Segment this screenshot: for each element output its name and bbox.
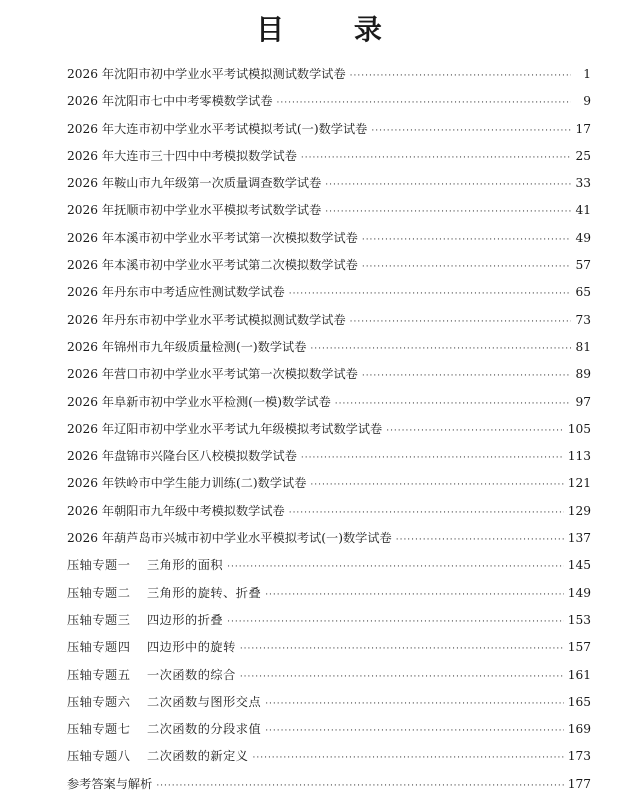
special-topic-name: 四边形中的旋转 <box>147 640 236 655</box>
special-topic-entry[interactable] <box>67 716 591 743</box>
toc-entry[interactable] <box>67 470 591 497</box>
toc-entry[interactable] <box>67 443 591 470</box>
special-topic-entry[interactable] <box>67 607 591 634</box>
dot-leader <box>310 472 563 499</box>
toc-entry-page: 177 <box>567 776 591 791</box>
dot-leader <box>289 500 564 527</box>
toc-entry-title: 2026 年丹东市中考适应性测试数学试卷 <box>67 285 285 300</box>
toc-entry-page: 149 <box>567 585 591 600</box>
toc-entry-page: 145 <box>567 558 591 573</box>
toc-entry-page: 9 <box>583 94 591 109</box>
special-topic-title <box>67 743 249 770</box>
dot-leader <box>325 199 571 226</box>
toc-entry-page: 113 <box>567 449 591 464</box>
toc-entry[interactable] <box>67 416 591 443</box>
toc-entry-page: 121 <box>567 476 591 491</box>
dot-leader <box>289 281 571 308</box>
dot-leader <box>265 718 564 745</box>
toc-entry-page: 97 <box>575 394 591 409</box>
toc-entry-title: 2026 年朝阳市九年级中考模拟数学试卷 <box>67 503 285 518</box>
toc-entry[interactable] <box>67 170 591 197</box>
special-topic-label: 压轴专题三 <box>67 612 131 627</box>
special-topic-name: 二次函数与图形交点 <box>147 694 262 709</box>
toc-entry[interactable] <box>67 143 591 170</box>
dot-leader <box>310 336 571 363</box>
toc-entry-title: 2026 年沈阳市初中学业水平考试模拟测试数学试卷 <box>67 67 346 81</box>
special-topic-title <box>67 716 261 743</box>
toc-entry-title: 2026 年抚顺市初中学业水平模拟考试数学试卷 <box>67 203 322 218</box>
toc-entry[interactable] <box>67 307 591 334</box>
toc-entry-page: 165 <box>567 694 591 709</box>
toc-entry[interactable] <box>67 61 591 88</box>
dot-leader <box>240 664 564 691</box>
toc-list <box>67 61 591 798</box>
special-topic-name: 二次函数的新定义 <box>147 749 249 764</box>
dot-leader <box>277 90 571 117</box>
toc-entry-title: 2026 年本溪市初中学业水平考试第一次模拟数学试卷 <box>67 230 358 245</box>
special-topic-title <box>67 607 223 634</box>
special-topic-name: 一次函数的综合 <box>147 667 236 682</box>
special-topic-title <box>67 552 223 579</box>
dot-leader <box>362 227 571 254</box>
toc-entry-page: 161 <box>567 667 591 682</box>
dot-leader <box>350 309 571 336</box>
toc-entry-title: 2026 年丹东市初中学业水平考试模拟测试数学试卷 <box>67 312 346 327</box>
special-topic-title <box>67 634 236 661</box>
dot-leader <box>253 745 564 772</box>
toc-entry-title: 2026 年葫芦岛市兴城市初中学业水平模拟考试(一)数学试卷 <box>67 531 392 546</box>
toc-entry-page: 173 <box>567 749 591 764</box>
dot-leader <box>396 527 564 554</box>
toc-entry[interactable] <box>67 252 591 279</box>
special-topic-title <box>67 580 261 607</box>
toc-entry-page: 65 <box>575 285 591 300</box>
toc-entry[interactable] <box>67 525 591 552</box>
dot-leader <box>325 172 571 199</box>
toc-entry-page: 137 <box>567 531 591 546</box>
dot-leader <box>350 63 571 90</box>
dot-leader <box>362 363 571 390</box>
toc-entry[interactable] <box>67 361 591 388</box>
toc-entry[interactable] <box>67 279 591 306</box>
toc-entry[interactable] <box>67 498 591 525</box>
special-topic-name: 二次函数的分段求值 <box>147 722 262 737</box>
toc-entry-page: 25 <box>575 148 591 163</box>
toc-entry-page: 105 <box>567 421 591 436</box>
dot-leader <box>301 445 564 472</box>
special-topic-entry[interactable] <box>67 743 591 770</box>
special-topic-name: 四边形的折叠 <box>147 612 224 627</box>
special-topic-name: 三角形的旋转、折叠 <box>147 585 262 600</box>
special-topic-label: 压轴专题六 <box>67 694 131 709</box>
toc-entry-title: 2026 年铁岭市中学生能力训练(二)数学试卷 <box>67 476 307 491</box>
special-topic-entry[interactable] <box>67 634 591 661</box>
page-title: 目 录 <box>256 13 412 46</box>
special-topic-title <box>67 662 236 689</box>
dot-leader <box>240 636 564 663</box>
toc-entry[interactable] <box>67 225 591 252</box>
dot-leader <box>301 145 571 172</box>
answers-entry[interactable] <box>67 771 591 798</box>
toc-entry-page: 89 <box>575 367 591 382</box>
toc-entry-title: 2026 年沈阳市七中中考零模数学试卷 <box>67 94 273 109</box>
toc-entry-title: 2026 年大连市三十四中中考模拟数学试卷 <box>67 148 297 163</box>
toc-entry-page: 157 <box>567 640 591 655</box>
special-topic-label: 压轴专题五 <box>67 667 131 682</box>
toc-entry-title: 2026 年大连市初中学业水平考试模拟考试(一)数学试卷 <box>67 121 368 136</box>
special-topic-title <box>67 689 261 716</box>
dot-leader <box>156 773 563 800</box>
toc-entry-page: 41 <box>575 203 591 218</box>
toc-entry-page: 73 <box>575 312 591 327</box>
toc-entry-title: 2026 年鞍山市九年级第一次质量调查数学试卷 <box>67 176 322 191</box>
dot-leader <box>335 391 571 418</box>
answers-title: 参考答案与解析 <box>67 776 153 791</box>
dot-leader <box>386 418 564 445</box>
dot-leader <box>362 254 571 281</box>
toc-entry[interactable] <box>67 389 591 416</box>
special-topic-entry[interactable] <box>67 552 591 579</box>
special-topic-label: 压轴专题八 <box>67 749 131 764</box>
toc-entry-title: 2026 年阜新市初中学业水平检测(一模)数学试卷 <box>67 394 331 409</box>
dot-leader <box>227 554 564 581</box>
toc-entry-title: 2026 年辽阳市初中学业水平考试九年级模拟考试数学试卷 <box>67 421 383 436</box>
special-topic-label: 压轴专题一 <box>67 558 131 573</box>
special-topic-entry[interactable] <box>67 662 591 689</box>
special-topic-entry[interactable] <box>67 580 591 607</box>
dot-leader <box>265 691 564 718</box>
special-topic-entry[interactable] <box>67 689 591 716</box>
special-topic-name: 三角形的面积 <box>147 558 224 573</box>
toc-entry-page: 49 <box>575 230 591 245</box>
toc-entry-title: 2026 年营口市初中学业水平考试第一次模拟数学试卷 <box>67 367 358 382</box>
toc-entry-page: 57 <box>575 258 591 273</box>
toc-entry-title: 2026 年盘锦市兴隆台区八校模拟数学试卷 <box>67 449 297 464</box>
special-topic-label: 压轴专题七 <box>67 722 131 737</box>
toc-entry-title: 2026 年本溪市初中学业水平考试第二次模拟数学试卷 <box>67 258 358 273</box>
toc-entry[interactable] <box>67 197 591 224</box>
toc-entry-page: 17 <box>575 121 591 136</box>
special-topic-label: 压轴专题四 <box>67 640 131 655</box>
toc-entry[interactable] <box>67 334 591 361</box>
dot-leader <box>371 118 571 145</box>
special-topic-label: 压轴专题二 <box>67 585 131 600</box>
dot-leader <box>227 609 564 636</box>
toc-entry-page: 1 <box>583 67 591 81</box>
toc-entry-page: 33 <box>575 176 591 191</box>
toc-entry[interactable] <box>67 88 591 115</box>
toc-entry-page: 169 <box>567 722 591 737</box>
toc-entry-page: 129 <box>567 503 591 518</box>
toc-entry[interactable] <box>67 116 591 143</box>
toc-entry-page: 81 <box>575 339 591 354</box>
toc-entry-page: 153 <box>567 612 591 627</box>
dot-leader <box>265 582 564 609</box>
toc-entry-title: 2026 年锦州市九年级质量检测(一)数学试卷 <box>67 339 307 354</box>
